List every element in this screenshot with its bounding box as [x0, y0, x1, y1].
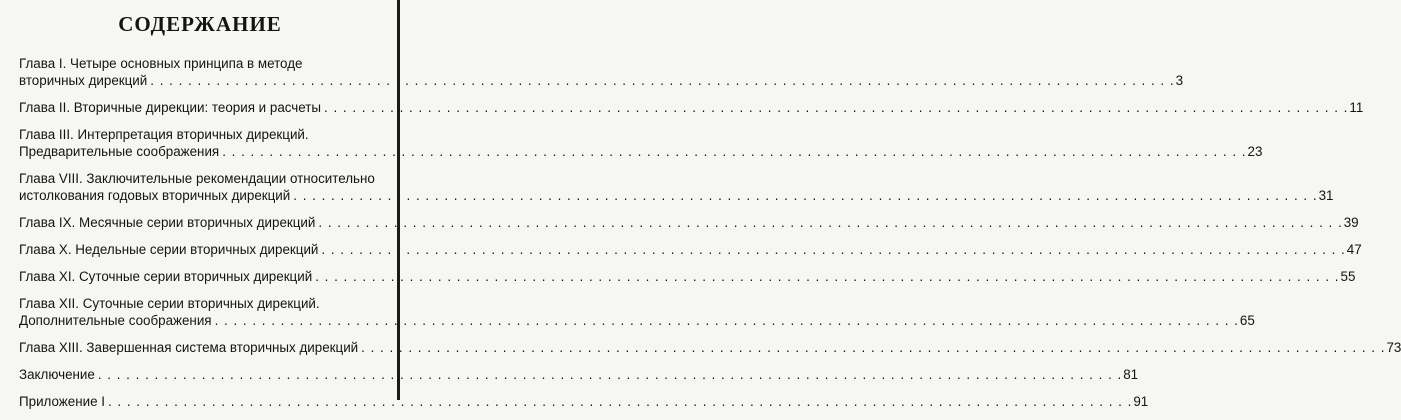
toc-entry-text-cont: вторичных дирекций: [19, 73, 148, 88]
toc-entry-text: Глава II. Вторичные дирекции: теория и расчеты: [19, 100, 322, 115]
dot-leader: [215, 312, 1239, 329]
toc-entry-text: Глава XII. Суточные серии вторичных дирекций.: [19, 296, 320, 311]
toc-entry-chapter-11: [19, 268, 1356, 285]
toc-entry-text: Заключение: [19, 367, 95, 382]
toc-entry-text: Глава III. Интерпретация вторичных дирекций.: [19, 127, 309, 142]
toc-entry-text-cont: истолкования годовых вторичных дирекций: [19, 188, 291, 203]
toc-entry-text: Глава XI. Суточные серии вторичных дирекций: [19, 269, 313, 284]
toc-page-number: 11: [1349, 100, 1364, 115]
toc-entry-text: Глава X. Недельные серии вторичных дирекций: [19, 242, 319, 257]
page-title: СОДЕРЖАНИЕ: [118, 12, 282, 36]
toc-entry-conclusion: [19, 366, 1139, 383]
toc-entry-chapter-13: [19, 339, 1401, 356]
toc-entry-chapter-8: [19, 170, 1334, 204]
toc-entry-chapter-9: [19, 214, 1359, 231]
toc-page-number: 65: [1239, 313, 1255, 328]
dot-leader: [108, 393, 1132, 410]
dot-leader: [361, 339, 1385, 356]
toc-entry-text-cont: Дополнительные соображения: [19, 313, 212, 328]
toc-page-number: 47: [1346, 242, 1362, 257]
toc-entry-text: Глава I. Четыре основных принципа в методе: [19, 56, 303, 71]
page-edge-shadow: [397, 0, 400, 400]
toc-page-number: 23: [1247, 144, 1263, 159]
toc-entry-text-cont: Предварительные соображения: [19, 144, 220, 159]
dot-leader: [150, 72, 1174, 89]
toc-page-number: 91: [1133, 394, 1149, 409]
dot-leader: [293, 187, 1317, 204]
toc-entry-appendix-1: [19, 393, 1149, 410]
toc-entry-chapter-3: [19, 126, 1263, 160]
toc-entry-text: Приложение I: [19, 394, 105, 409]
toc-entry-chapter-12: [19, 295, 1255, 329]
toc-entry-chapter-10: [19, 241, 1362, 258]
toc-entry-text: Глава IX. Месячные серии вторичных дирекций: [19, 215, 316, 230]
toc-page-number: 81: [1123, 367, 1139, 382]
toc-entry-text: Глава VIII. Заключительные рекомендации относительно: [19, 171, 375, 186]
dot-leader: [315, 268, 1339, 285]
dot-leader: [98, 366, 1122, 383]
toc-page-number: 31: [1318, 188, 1334, 203]
dot-leader: [324, 99, 1348, 116]
toc-page-number: 3: [1175, 73, 1184, 88]
toc-entry-chapter-2: [19, 99, 1364, 116]
dot-leader: [318, 214, 1342, 231]
toc-page-number: 55: [1340, 269, 1356, 284]
dot-leader: [321, 241, 1345, 258]
table-of-contents: [19, 55, 1401, 420]
toc-page-number: 39: [1343, 215, 1359, 230]
toc-entry-chapter-1: [19, 55, 1184, 89]
toc-page-number: 73: [1386, 340, 1401, 355]
toc-entry-text: Глава XIII. Завершенная система вторичных дирекций: [19, 340, 359, 355]
dot-leader: [222, 143, 1246, 160]
